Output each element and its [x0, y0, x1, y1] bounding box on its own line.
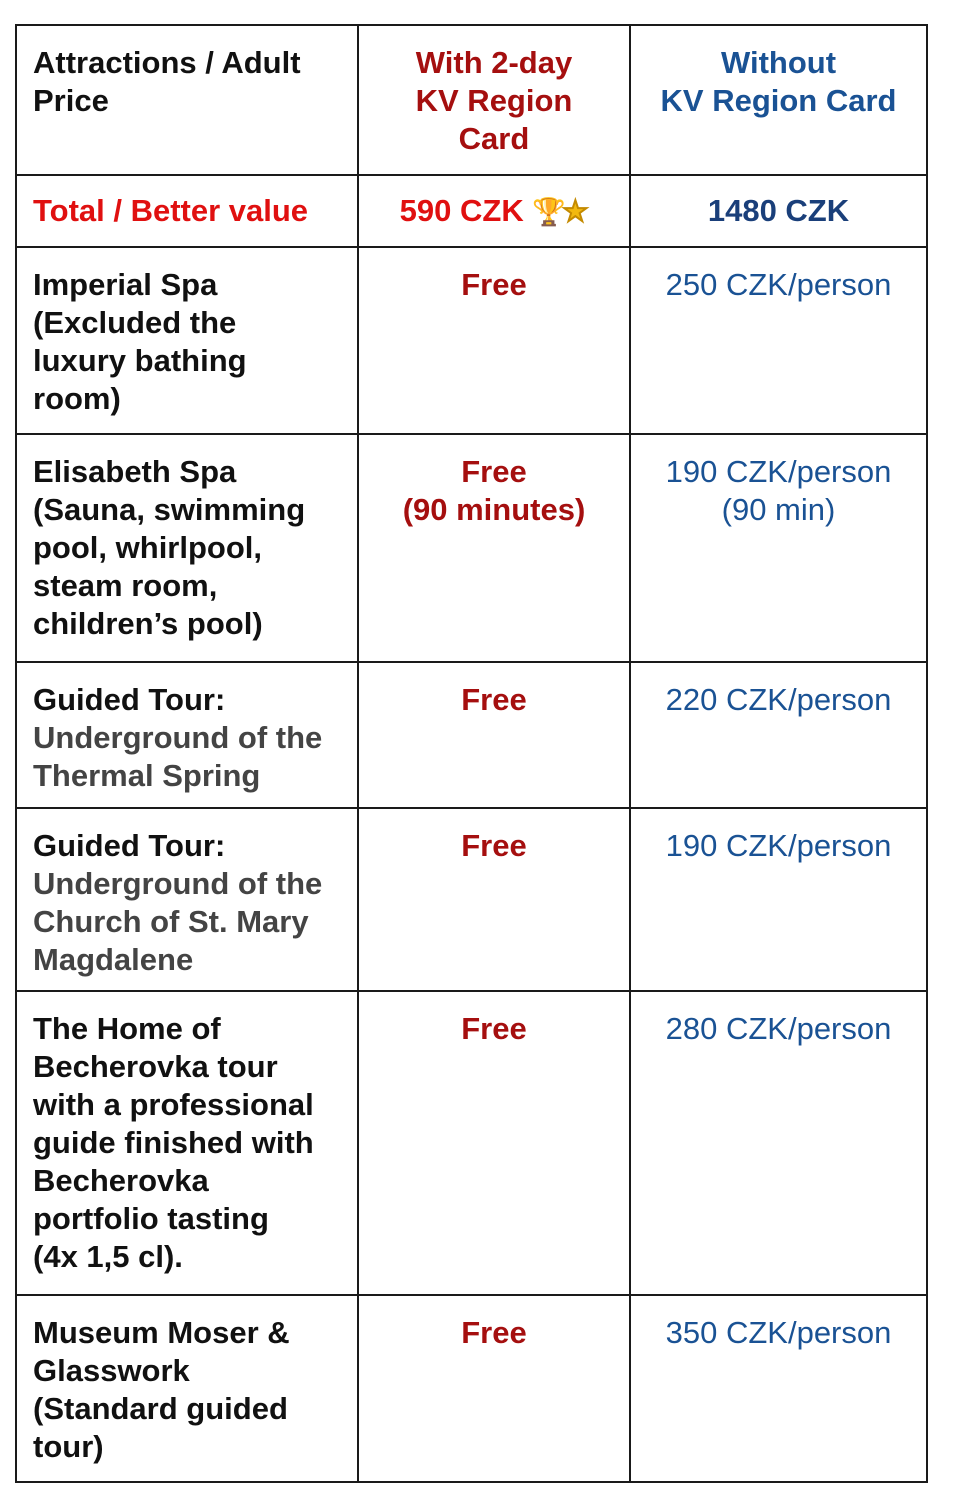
- without-card-price: 350 CZK/person: [630, 1295, 927, 1482]
- header-row: [16, 25, 927, 175]
- without-card-price: 220 CZK/person: [630, 662, 927, 808]
- header-without-card: Without KV Region Card: [630, 25, 927, 175]
- with-card-price: Free (90 minutes): [358, 434, 630, 662]
- table-row: [16, 434, 927, 662]
- total-row: [16, 175, 927, 247]
- total-with-card: 590 CZK 🏆★: [358, 175, 630, 247]
- attraction-cell: Museum Moser & Glasswork (Standard guided tour): [16, 1295, 358, 1482]
- with-card-price: Free: [358, 662, 630, 808]
- table-row: [16, 808, 927, 991]
- attraction-cell: Imperial Spa (Excluded the luxury bathing room): [16, 247, 358, 434]
- with-card-price: Free: [358, 808, 630, 991]
- trophy-icon: 🏆: [532, 197, 566, 227]
- star-icon: ★: [562, 196, 589, 228]
- without-card-price: 190 CZK/person: [630, 808, 927, 991]
- table-row: [16, 1295, 927, 1482]
- without-card-price: 280 CZK/person: [630, 991, 927, 1295]
- table-row: [16, 662, 927, 808]
- with-card-price: Free: [358, 991, 630, 1295]
- total-label: Total / Better value: [16, 175, 358, 247]
- attraction-cell: The Home of Becherovka tour with a professional guide finished with Becherovka portfolio tasting (4x 1,5 cl).: [16, 991, 358, 1295]
- without-card-price: 190 CZK/person (90 min): [630, 434, 927, 662]
- with-card-price: Free: [358, 247, 630, 434]
- with-card-price: Free: [358, 1295, 630, 1482]
- without-card-price: 250 CZK/person: [630, 247, 927, 434]
- price-comparison-table: [15, 24, 928, 1483]
- header-with-card: With 2-day KV Region Card: [358, 25, 630, 175]
- table-row: [16, 991, 927, 1295]
- table-row: [16, 247, 927, 434]
- total-without-card: 1480 CZK: [630, 175, 927, 247]
- attraction-cell: Elisabeth Spa (Sauna, swimming pool, whirlpool, steam room, children’s pool): [16, 434, 358, 662]
- header-attraction: Attractions / Adult Price: [16, 25, 358, 175]
- attraction-cell: Guided Tour: Underground of the Thermal Spring: [16, 662, 358, 808]
- attraction-cell: Guided Tour: Underground of the Church of St. Mary Magdalene: [16, 808, 358, 991]
